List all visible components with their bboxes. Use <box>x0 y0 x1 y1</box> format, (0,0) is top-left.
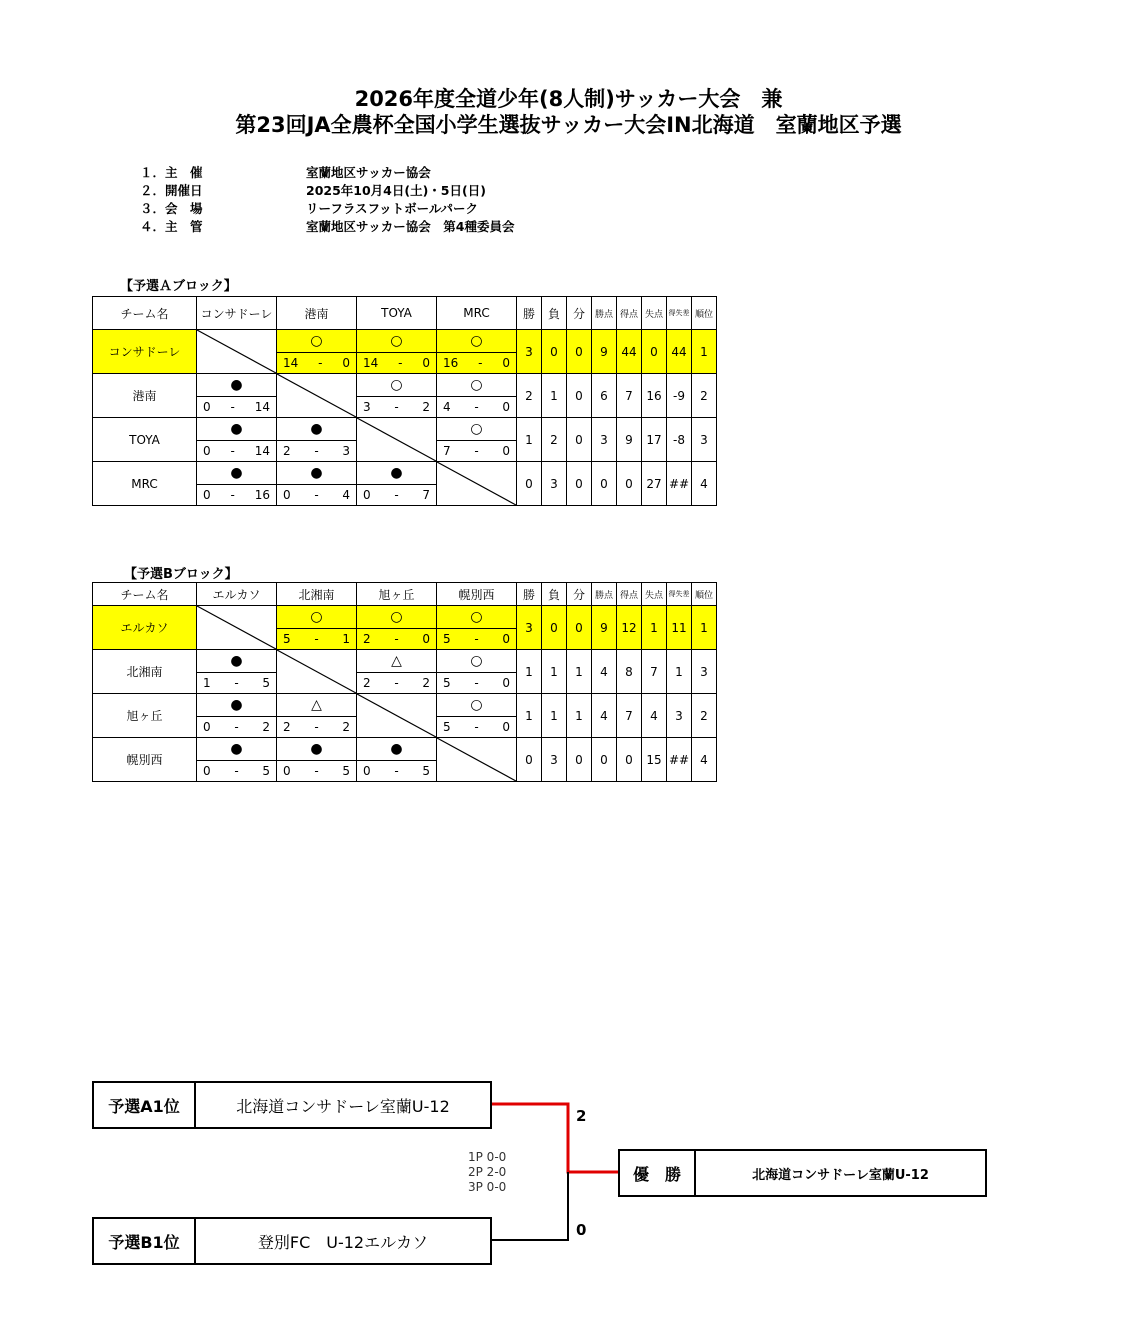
score-against: 3 <box>342 444 350 458</box>
team-name: 港南 <box>93 374 197 418</box>
blockB-header-cell: 得失差 <box>667 583 692 606</box>
score-for: 5 <box>443 676 451 690</box>
blockA-header-cell: 得失差 <box>667 297 692 330</box>
blockA-header-cell: 得点 <box>617 297 642 330</box>
score-against: 0 <box>422 632 430 646</box>
stat-cell: 7 <box>642 650 667 694</box>
score-for: 14 <box>363 356 379 370</box>
stat-cell: 16 <box>642 374 667 418</box>
stat-cell: 0 <box>592 462 617 506</box>
team-name: 北湘南 <box>93 650 197 694</box>
stat-cell: 15 <box>642 738 667 782</box>
result-mark: △ <box>357 650 436 673</box>
result-mark: ● <box>197 650 276 673</box>
blockA-header-cell: コンサドーレ <box>197 297 277 330</box>
stat-cell: 0 <box>617 738 642 782</box>
block-b-label: 【予選Bブロック】 <box>124 567 238 582</box>
team-name: 旭ヶ丘 <box>93 694 197 738</box>
score-against: 5 <box>262 764 270 778</box>
result-mark: ○ <box>437 418 516 441</box>
result-mark: ● <box>197 694 276 717</box>
score-for: 2 <box>363 676 371 690</box>
block-a-label: 【予選Ａブロック】 <box>120 279 237 294</box>
stat-cell: 3 <box>692 418 717 462</box>
result-mark: ○ <box>357 606 436 629</box>
stat-cell: 0 <box>567 374 592 418</box>
result-mark: ○ <box>357 374 436 397</box>
score-against: 14 <box>254 400 270 414</box>
blockB-header-cell: 分 <box>567 583 592 606</box>
score-against: 4 <box>342 488 350 502</box>
score-dash: - <box>234 676 239 690</box>
winner-team: 北海道コンサドーレ室蘭U-12 <box>752 1167 929 1183</box>
stat-cell: ## <box>667 462 692 506</box>
result-mark: ● <box>197 738 276 761</box>
final-score-bottom: 0 <box>576 1221 587 1239</box>
pk-line: 1P 0-0 <box>468 1150 507 1164</box>
a1-team: 北海道コンサドーレ室蘭U-12 <box>236 1096 450 1116</box>
team-name: エルカソ <box>93 606 197 650</box>
stat-cell: 6 <box>592 374 617 418</box>
team-name: MRC <box>93 462 197 506</box>
pk-line: 2P 2-0 <box>468 1165 507 1179</box>
blockA-header-cell: 分 <box>567 297 592 330</box>
result-mark: ● <box>197 462 276 485</box>
result-mark: ○ <box>437 650 516 673</box>
winner-box <box>618 1149 987 1197</box>
score-dash: - <box>234 720 239 734</box>
score-dash: - <box>314 720 319 734</box>
stat-cell: 3 <box>667 694 692 738</box>
result-mark: △ <box>277 694 356 717</box>
blockB-header-cell: 幌別西 <box>437 583 517 606</box>
blockA-header-cell: MRC <box>437 297 517 330</box>
score-for: 0 <box>203 400 211 414</box>
stat-cell: 1 <box>542 650 567 694</box>
stat-cell: 1 <box>692 606 717 650</box>
score-dash: - <box>314 632 319 646</box>
stat-cell: 2 <box>692 374 717 418</box>
blockA-header-cell: 負 <box>542 297 567 330</box>
stat-cell: 1 <box>692 330 717 374</box>
result-mark: ● <box>197 374 276 397</box>
blockB-header-cell: 得点 <box>617 583 642 606</box>
stat-cell: 2 <box>542 418 567 462</box>
bracket-line-a1 <box>491 1104 618 1172</box>
blockB-header-cell: 勝点 <box>592 583 617 606</box>
blockA-header-cell: 順位 <box>692 297 717 330</box>
team-name: コンサドーレ <box>93 330 197 374</box>
stat-cell: -9 <box>667 374 692 418</box>
stat-cell: ## <box>667 738 692 782</box>
stat-cell: 2 <box>517 374 542 418</box>
result-mark: ● <box>277 418 356 441</box>
pk-results <box>468 1150 506 1195</box>
team-name: 幌別西 <box>93 738 197 782</box>
title-line-1: 2026年度全道少年(8人制)サッカー大会 兼 <box>354 87 783 111</box>
stat-cell: 7 <box>617 374 642 418</box>
score-dash: - <box>394 488 399 502</box>
stat-cell: 7 <box>617 694 642 738</box>
stat-cell: 9 <box>617 418 642 462</box>
blockB-header-cell: 旭ヶ丘 <box>357 583 437 606</box>
stat-cell: 0 <box>567 418 592 462</box>
score-dash: - <box>474 400 479 414</box>
score-against: 7 <box>422 488 430 502</box>
stat-cell: 4 <box>592 694 617 738</box>
result-mark: ○ <box>437 330 516 353</box>
score-against: 0 <box>502 444 510 458</box>
info-manager: ４．主 管 室蘭地区サッカー協会 第4種委員会 <box>140 219 515 234</box>
winner-label: 優 勝 <box>620 1151 696 1195</box>
score-against: 14 <box>254 444 270 458</box>
stat-cell: 2 <box>692 694 717 738</box>
blockA-header-cell: 勝 <box>517 297 542 330</box>
info-organizer: １．主 催 室蘭地区サッカー協会 <box>140 165 431 180</box>
score-for: 2 <box>283 720 291 734</box>
stat-cell: 0 <box>592 738 617 782</box>
score-against: 5 <box>422 764 430 778</box>
score-for: 0 <box>203 764 211 778</box>
final-score-top: 2 <box>576 1107 587 1125</box>
stat-cell: 1 <box>567 694 592 738</box>
stat-cell: 1 <box>542 694 567 738</box>
score-for: 16 <box>443 356 459 370</box>
score-for: 7 <box>443 444 451 458</box>
blockA-header-cell: チーム名 <box>93 297 197 330</box>
blockB-header-cell: 北湘南 <box>277 583 357 606</box>
title-line-2: 第23回JA全農杯全国小学生選抜サッカー大会IN北海道 室蘭地区予選 <box>235 113 902 137</box>
score-dash: - <box>474 720 479 734</box>
score-dash: - <box>318 356 323 370</box>
score-dash: - <box>474 444 479 458</box>
stat-cell: 44 <box>667 330 692 374</box>
stat-cell: 0 <box>567 462 592 506</box>
score-dash: - <box>474 632 479 646</box>
score-dash: - <box>478 356 483 370</box>
score-for: 0 <box>363 764 371 778</box>
score-for: 5 <box>443 720 451 734</box>
stat-cell: 3 <box>517 330 542 374</box>
score-for: 4 <box>443 400 451 414</box>
result-mark: ○ <box>437 694 516 717</box>
score-for: 0 <box>203 720 211 734</box>
stat-cell: 1 <box>517 650 542 694</box>
score-dash: - <box>314 764 319 778</box>
stat-cell: 0 <box>567 738 592 782</box>
score-against: 1 <box>342 632 350 646</box>
score-dash: - <box>230 400 235 414</box>
blockB-header-cell: 勝 <box>517 583 542 606</box>
pk-line: 3P 0-0 <box>468 1180 507 1194</box>
score-against: 2 <box>342 720 350 734</box>
stat-cell: 0 <box>517 738 542 782</box>
result-mark: ○ <box>277 330 356 353</box>
score-for: 2 <box>283 444 291 458</box>
stat-cell: 1 <box>642 606 667 650</box>
stat-cell: 8 <box>617 650 642 694</box>
result-mark: ○ <box>277 606 356 629</box>
stat-cell: 3 <box>542 462 567 506</box>
stat-cell: 0 <box>542 606 567 650</box>
score-against: 2 <box>422 400 430 414</box>
stat-cell: 0 <box>567 330 592 374</box>
score-for: 5 <box>443 632 451 646</box>
score-against: 0 <box>502 676 510 690</box>
score-for: 3 <box>363 400 371 414</box>
score-against: 2 <box>262 720 270 734</box>
stat-cell: 27 <box>642 462 667 506</box>
stat-cell: 44 <box>617 330 642 374</box>
stat-cell: 0 <box>642 330 667 374</box>
score-dash: - <box>398 356 403 370</box>
stat-cell: 1 <box>667 650 692 694</box>
score-for: 0 <box>283 488 291 502</box>
blockB-header-cell: 負 <box>542 583 567 606</box>
score-for: 0 <box>363 488 371 502</box>
score-dash: - <box>230 444 235 458</box>
result-mark: ● <box>357 462 436 485</box>
score-against: 0 <box>502 400 510 414</box>
result-mark: ● <box>197 418 276 441</box>
stat-cell: 9 <box>592 606 617 650</box>
stat-cell: 12 <box>617 606 642 650</box>
score-for: 0 <box>203 488 211 502</box>
score-against: 0 <box>422 356 430 370</box>
blockB-header-cell: 失点 <box>642 583 667 606</box>
score-for: 1 <box>203 676 211 690</box>
score-against: 5 <box>262 676 270 690</box>
blockA-header-cell: TOYA <box>357 297 437 330</box>
stat-cell: 9 <box>592 330 617 374</box>
score-dash: - <box>394 764 399 778</box>
a1-box <box>92 1081 492 1129</box>
stat-cell: 17 <box>642 418 667 462</box>
stat-cell: 4 <box>592 650 617 694</box>
blockA-header-cell: 勝点 <box>592 297 617 330</box>
blockB-header-cell: エルカソ <box>197 583 277 606</box>
score-against: 0 <box>342 356 350 370</box>
score-for: 5 <box>283 632 291 646</box>
score-dash: - <box>234 764 239 778</box>
stat-cell: -8 <box>667 418 692 462</box>
info-date: ２．開催日 2025年10月4日(土)・5日(日) <box>140 183 486 198</box>
stat-cell: 1 <box>517 694 542 738</box>
stat-cell: 0 <box>617 462 642 506</box>
stat-cell: 1 <box>567 650 592 694</box>
stat-cell: 3 <box>692 650 717 694</box>
score-dash: - <box>314 444 319 458</box>
stat-cell: 4 <box>692 738 717 782</box>
result-mark: ● <box>277 462 356 485</box>
score-dash: - <box>474 676 479 690</box>
score-against: 16 <box>254 488 270 502</box>
score-against: 0 <box>502 632 510 646</box>
score-dash: - <box>230 488 235 502</box>
a1-label: 予選A1位 <box>94 1083 196 1127</box>
score-dash: - <box>314 488 319 502</box>
score-dash: - <box>394 632 399 646</box>
b1-box <box>92 1217 492 1265</box>
blockA-header-cell: 港南 <box>277 297 357 330</box>
score-against: 2 <box>422 676 430 690</box>
stat-cell: 3 <box>592 418 617 462</box>
blockB-header-cell: 順位 <box>692 583 717 606</box>
score-for: 0 <box>203 444 211 458</box>
stat-cell: 4 <box>692 462 717 506</box>
team-name: TOYA <box>93 418 197 462</box>
stat-cell: 11 <box>667 606 692 650</box>
blockA-header-cell: 失点 <box>642 297 667 330</box>
score-for: 0 <box>283 764 291 778</box>
b1-team: 登別FC U-12エルカソ <box>257 1232 429 1252</box>
score-dash: - <box>394 400 399 414</box>
score-dash: - <box>394 676 399 690</box>
info-venue: ３．会 場 リーフラスフットボールパーク <box>140 201 479 216</box>
stat-cell: 0 <box>567 606 592 650</box>
stat-cell: 3 <box>542 738 567 782</box>
stat-cell: 4 <box>642 694 667 738</box>
result-mark: ○ <box>437 606 516 629</box>
result-mark: ○ <box>357 330 436 353</box>
score-for: 14 <box>283 356 299 370</box>
score-against: 5 <box>342 764 350 778</box>
score-against: 0 <box>502 720 510 734</box>
score-against: 0 <box>502 356 510 370</box>
result-mark: ○ <box>437 374 516 397</box>
stat-cell: 0 <box>542 330 567 374</box>
result-mark: ● <box>357 738 436 761</box>
stat-cell: 1 <box>517 418 542 462</box>
blockB-header-cell: チーム名 <box>93 583 197 606</box>
result-mark: ● <box>277 738 356 761</box>
b1-label: 予選B1位 <box>94 1219 196 1263</box>
score-for: 2 <box>363 632 371 646</box>
stat-cell: 0 <box>517 462 542 506</box>
stat-cell: 1 <box>542 374 567 418</box>
stat-cell: 3 <box>517 606 542 650</box>
